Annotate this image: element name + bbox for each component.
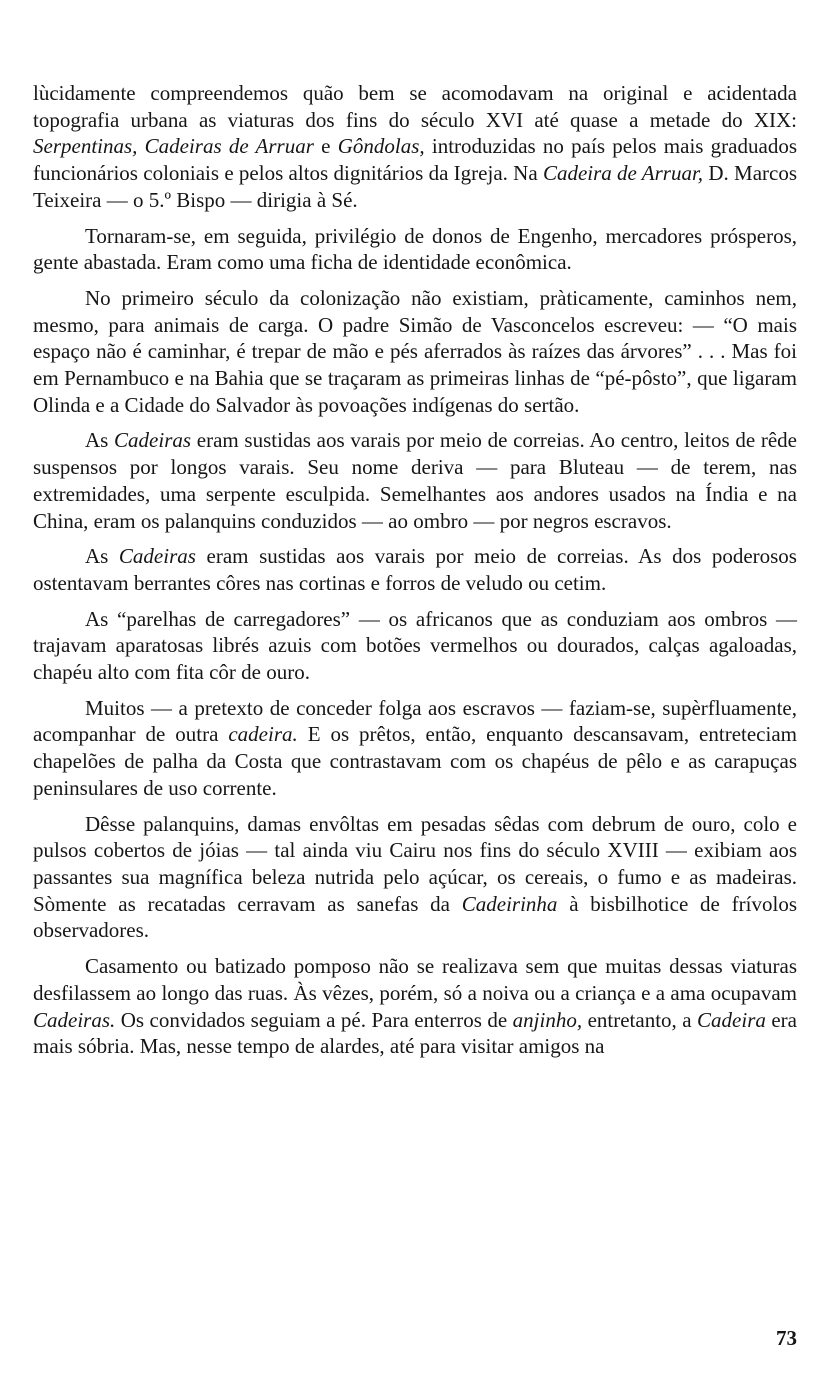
text-run: era mais sóbria. Mas, nesse tempo de alardes, até para visitar amigos na [33,1007,797,1059]
text-run: D. Marcos Teixeira — o 5.º Bispo — dirigia à Sé. [33,161,797,212]
text-run: introduzidas no país pelos mais graduados funcionários coloniais e pelos altos dignitários da Igreja. Na [33,134,797,186]
text-run: Dêsse palanquins, damas envôltas em pesadas sêdas com debrum de ouro, colo e pulsos cobertos de jóias — tal ainda viu Cairu nos fins do século XVIII — exibiam aos passantes sua magnífica beleza nutrida pelo açúcar, os cereais, o fumo e as madeiras. Sòmente as recatadas cerravam as sanefas da [33,811,797,916]
text-run: Os convidados seguiam a pé. Para enterros de [115,1007,513,1032]
italic-run: cadeira. [228,722,298,747]
paragraph-7 [33,695,797,802]
text-run: No primeiro século da colonização não existiam, pràticamente, caminhos nem, mesmo, para animais de carga. O padre Simão de Vasconcelos escreveu: — “O mais espaço não é caminhar, é trepar de mão e pés aferrados às raízes das árvores” . . . Mas foi em Pernambuco e na Bahia que se traçaram as primeiras linhas de “pé-pôsto”, que ligaram Olinda e a Cidade do Salvador às povoações indígenas do sertão. [33,285,797,417]
italic-run: Gôndolas, [337,134,425,159]
text-run: Casamento ou batizado pomposo não se realizava sem que muitas dessas viaturas desfilassem ao longo das ruas. Às vêzes, porém, só a noiva ou a criança e a ama ocupavam [33,954,797,1005]
paragraph-2 [33,223,797,276]
text-run: e [313,134,338,159]
page-body [33,80,797,1060]
text-run: Muitos — a pretexto de conceder folga aos escravos — faziam-se, supèrfluamente, acompanhar de outra [33,695,797,747]
page-number: 73 [776,1326,797,1350]
text-run: lùcidamente compreendemos quão bem se acomodavam na original e acidentada topografia urbana as viaturas dos fins do século XVI até quase a metade do XIX: [33,81,797,132]
italic-run: Cadeira [697,1007,766,1032]
italic-run: anjinho, [512,1007,583,1032]
paragraph-5 [33,543,797,596]
italic-run: Cadeiras. [33,1007,116,1032]
text-run: As [85,544,119,569]
paragraph-4 [33,427,797,534]
text-run: E os prêtos, então, enquanto descansavam, entreteciam chapelões de palha da Costa que contrastavam com os chapéus de pêlo e as carapuças peninsulares de uso corrente. [33,722,797,800]
text-run: eram sustidas aos varais por meio de correias. As dos poderosos ostentavam berrantes côres nas cortinas e forros de veludo ou cetim. [33,544,797,595]
paragraph-6 [33,606,797,686]
italic-run: Cadeirinha [461,891,558,916]
text-run: Tornaram-se, em seguida, privilégio de donos de Engenho, mercadores prósperos, gente abastada. Eram como uma ficha de identidade econômica. [33,223,797,275]
paragraph-8 [33,811,797,945]
text-run: As “parelhas de carregadores” — os africanos que as conduziam aos ombros — trajavam aparatosas librés azuis com botões vermelhos ou dourados, calças agaloadas, chapéu alto com fita côr de ouro. [33,606,797,685]
paragraph-3 [33,285,797,419]
text-run: entretanto, a [582,1007,698,1032]
text-run: à bisbilhotice de frívolos observadores. [33,891,797,943]
italic-run: Cadeiras [118,544,196,569]
italic-run: Serpentinas, Cadeiras de Arruar [33,134,314,159]
italic-run: Cadeira de Arruar, [542,161,704,186]
text-run: As [85,428,115,453]
italic-run: Cadeiras [114,428,192,453]
paragraph-9 [33,953,797,1060]
text-run: eram sustidas aos varais por meio de correias. Ao centro, leitos de rêde suspensos por longos varais. Seu nome deriva — para Bluteau — de terem, nas extremidades, uma serpente esculpida. Semelhantes aos andores usados na Índia e na China, eram os palanquins conduzidos — ao ombro — por negros escravos. [33,428,797,533]
paragraph-1 [33,80,797,214]
